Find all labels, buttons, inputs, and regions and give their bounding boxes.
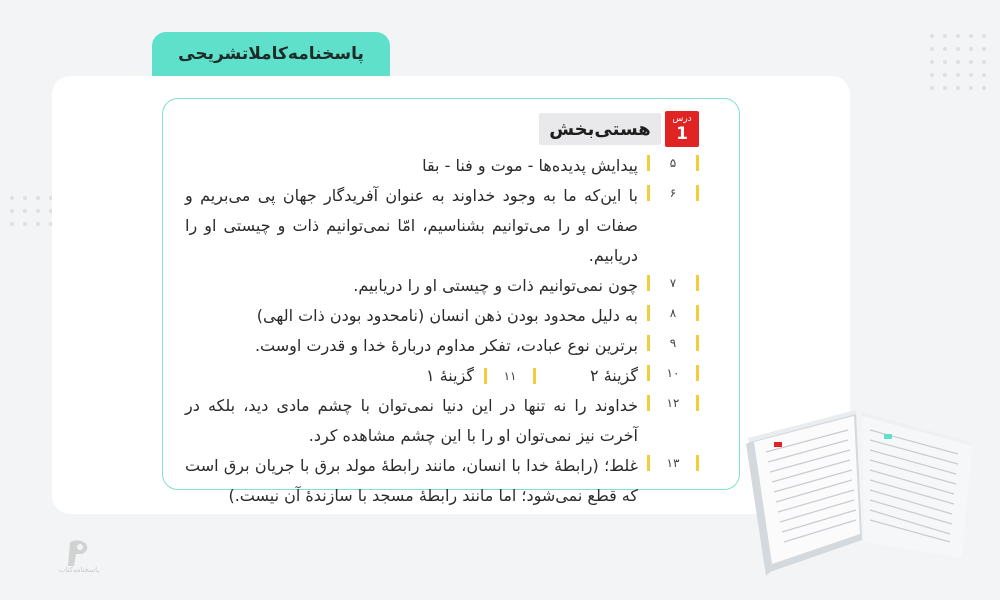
answer-text: گزینهٔ ۲ bbox=[590, 366, 638, 385]
answer-text: غلط؛ (رابطهٔ خدا با انسان، مانند رابطهٔ مولد برق با جریان برق است که قطع نمی‌شود؛ اما مانند رابطهٔ مسجد با سازندهٔ آن نیست.) bbox=[185, 456, 638, 505]
question-number: ۱۳ bbox=[647, 455, 699, 471]
open-book-image bbox=[744, 402, 978, 580]
answer-text: با این‌که ما به وجود خداوند به عنوان آفریدگار جهان پی می‌بریم و صفات او را می‌توانیم بشناسیم، امّا نمی‌توانیم ذات و چیستی او را دریابیم. bbox=[185, 186, 638, 265]
answer-text: برترین نوع عبادت، تفکر مداوم دربارهٔ خدا و قدرت اوست. bbox=[254, 336, 638, 355]
answer-item bbox=[163, 151, 739, 181]
decorative-dots bbox=[930, 34, 986, 90]
answer-list bbox=[163, 151, 739, 511]
answer-item bbox=[163, 301, 739, 331]
answer-item bbox=[163, 451, 739, 511]
answer-key-tab bbox=[152, 32, 390, 76]
answer-text: به دلیل محدود بودن ذهن انسان (نامحدود بودن ذات الهی) bbox=[256, 306, 638, 325]
question-number: ۱۱ bbox=[484, 368, 536, 384]
answer-text: پیدایش پدیده‌ها - موت و فنا - بقا bbox=[422, 156, 638, 175]
question-number: ۱۰ bbox=[647, 365, 699, 381]
lesson-label: درس bbox=[672, 114, 692, 124]
answer-option bbox=[590, 361, 638, 391]
question-number: ۵ bbox=[647, 155, 699, 171]
question-number: ۱۲ bbox=[647, 395, 699, 411]
answer-item bbox=[163, 181, 739, 271]
lesson-number: 1 bbox=[676, 124, 688, 144]
question-number: ۸ bbox=[647, 305, 699, 321]
brand-logo-text: پاسخنامه‌کتاب bbox=[58, 566, 100, 574]
answer-item-options bbox=[163, 361, 739, 391]
question-number: ۷ bbox=[647, 275, 699, 291]
answer-panel bbox=[162, 98, 740, 505]
question-number: ۶ bbox=[647, 185, 699, 201]
lesson-number-badge bbox=[665, 111, 699, 147]
decorative-dots bbox=[10, 196, 53, 226]
answer-text: گزینهٔ ۱ bbox=[426, 366, 475, 385]
answer-option bbox=[426, 361, 546, 391]
answer-item bbox=[163, 391, 739, 451]
answer-text: چون نمی‌توانیم ذات و چیستی او را دریابیم. bbox=[353, 276, 638, 295]
answer-item bbox=[163, 331, 739, 361]
lesson-title: هستی‌بخش bbox=[539, 113, 661, 145]
tab-title: پاسخنامه‌کاملاتشریحی bbox=[178, 44, 364, 64]
question-number: ۹ bbox=[647, 335, 699, 351]
answer-item bbox=[163, 271, 739, 301]
answer-text: خداوند را نه تنها در این دنیا نمی‌توان با چشم مادی دید، بلکه در آخرت نیز نمی‌توان او را با این چشم مشاهده کرد. bbox=[185, 396, 638, 445]
